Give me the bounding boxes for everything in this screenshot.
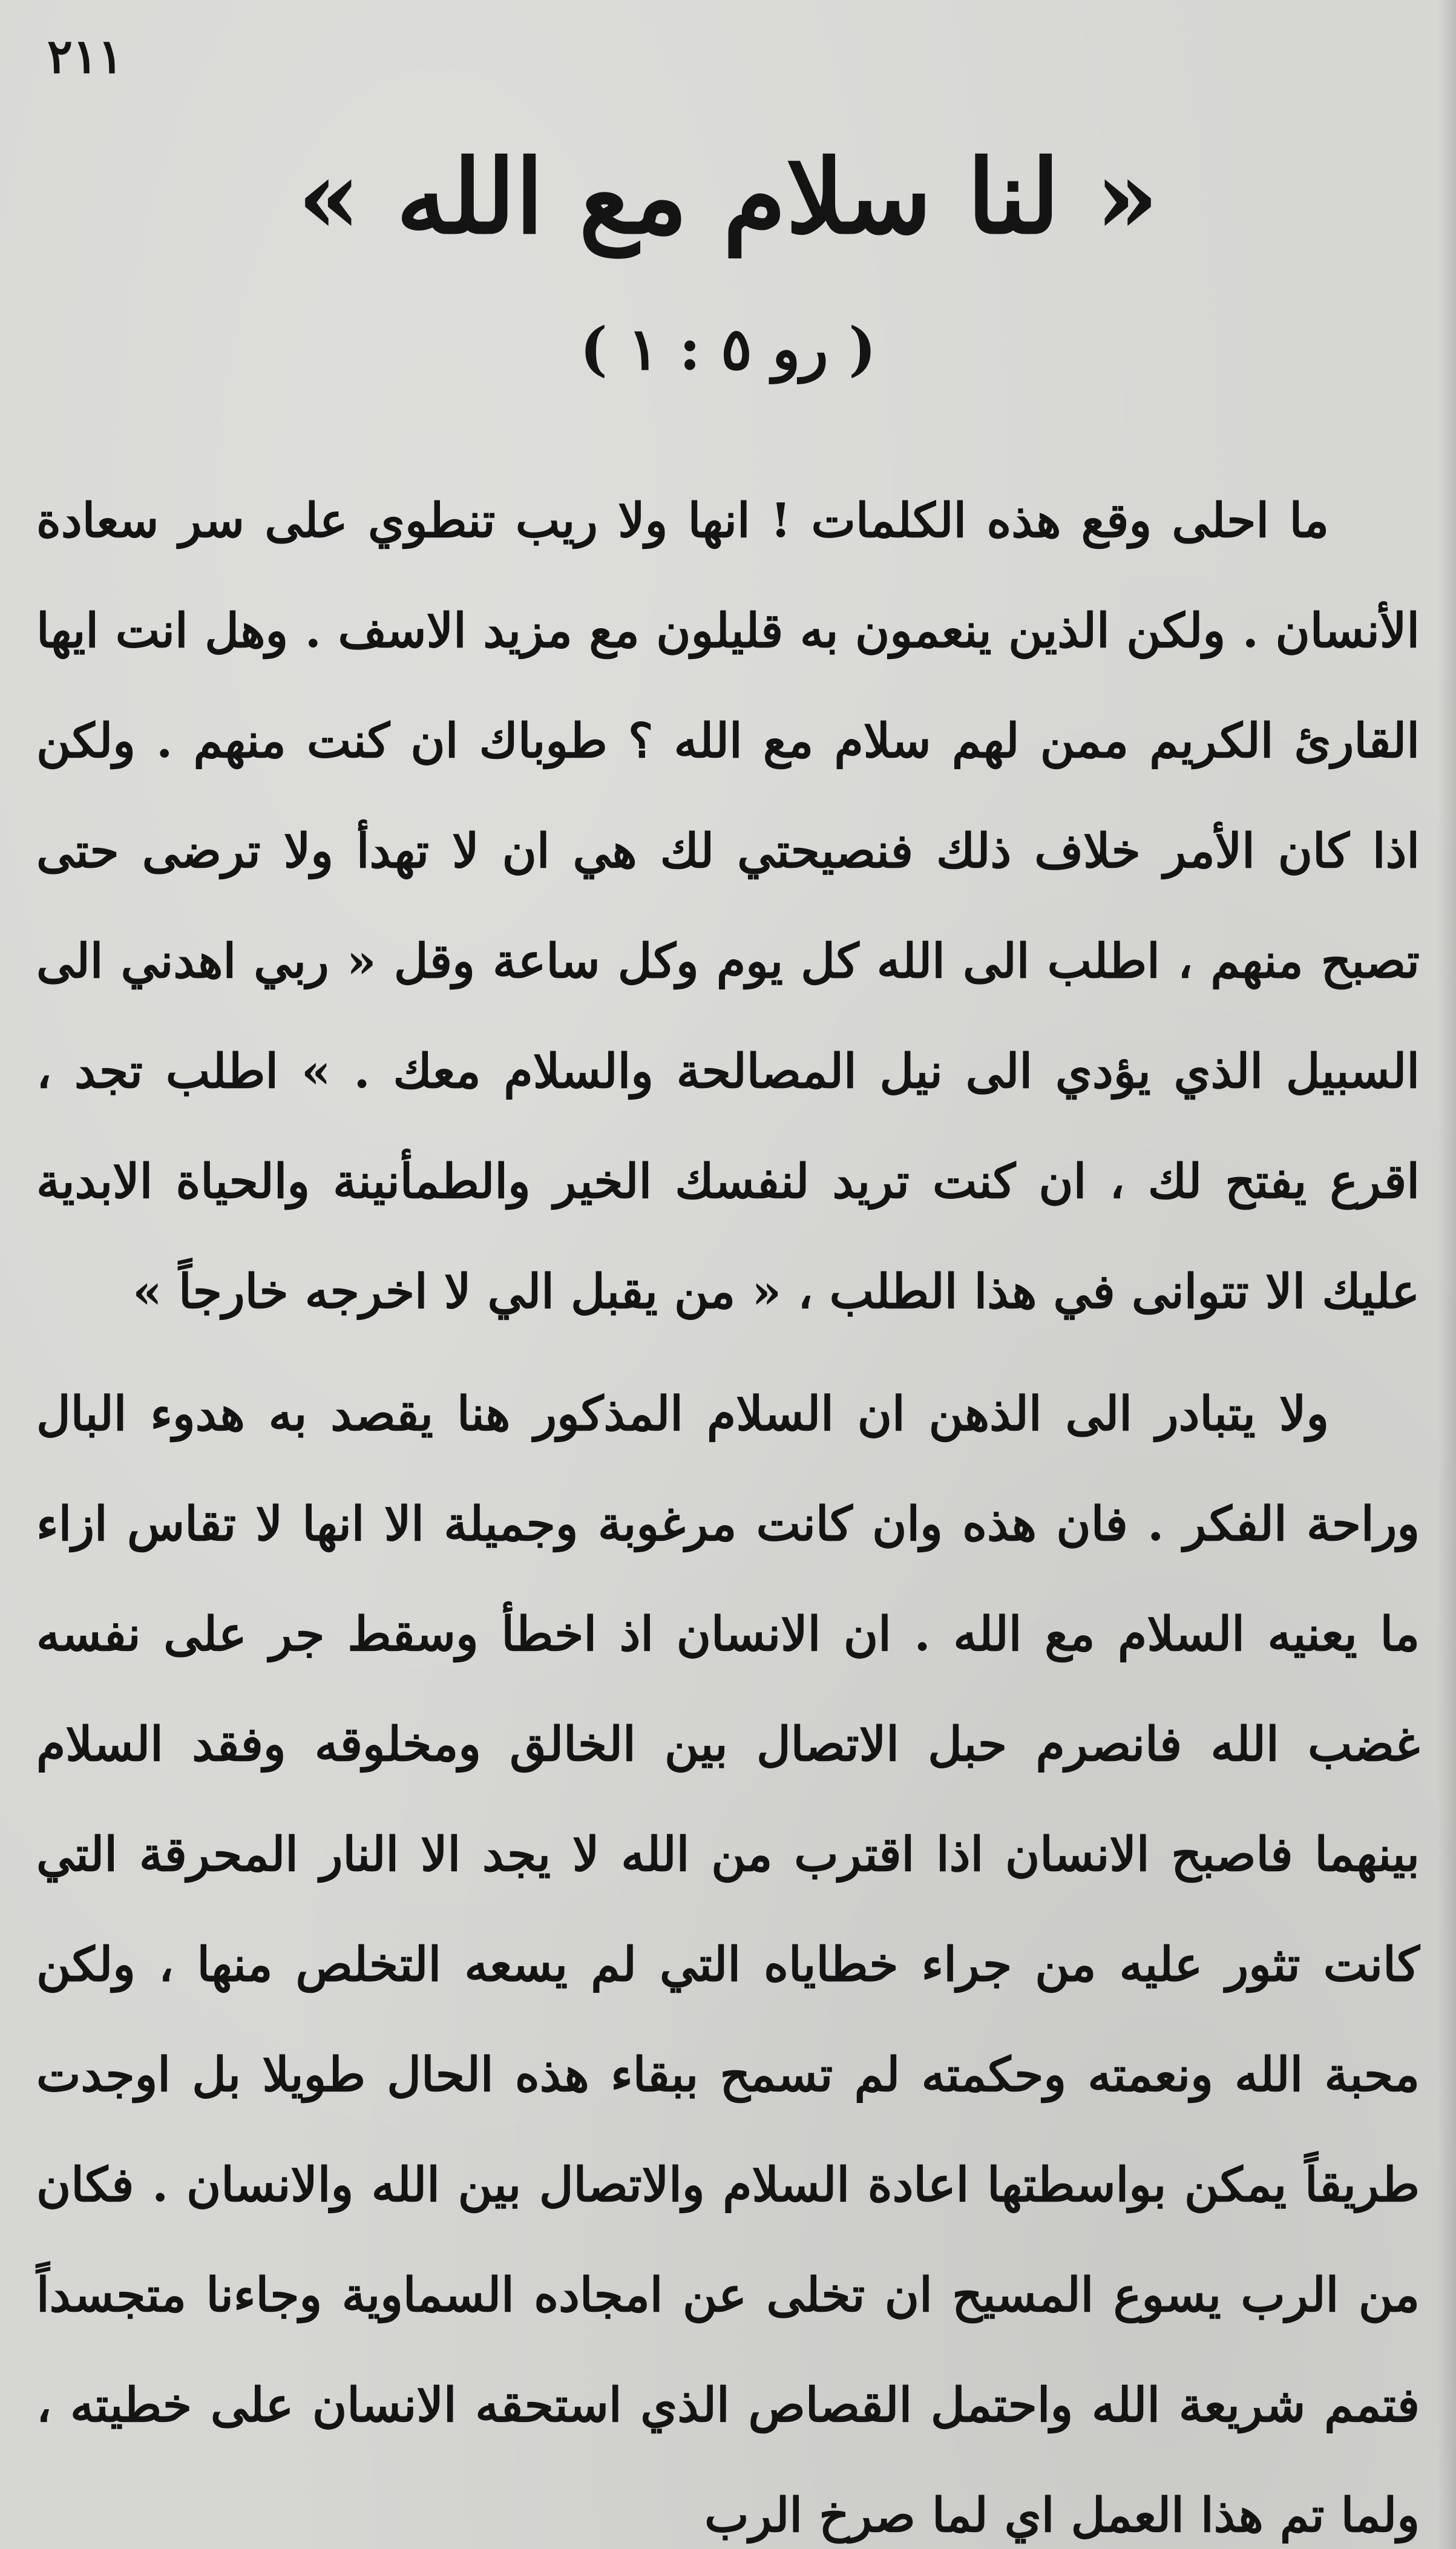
scripture-reference: ( رو ٥ : ١ ) bbox=[580, 315, 876, 383]
paragraph-1: ما احلى وقع هذه الكلمات ! انها ولا ريب تنطوي على سر سعادة الأنسان . ولكن الذين ينعمون به قليلون مع مزيد الاسف . وهل انت ايها القارئ الكريم ممن لهم سلام مع الله ؟ طوباك ان كنت منهم . ولكن اذا كان الأمر خلاف ذلك فنصيحتي لك هي ان لا تهدأ ولا ترضى حتى تصبح منهم ، اطلب الى الله كل يوم وكل ساعة وقل « ربي اهدني الى السبيل الذي يؤدي الى نيل المصالحة والسلام معك . » اطلب تجد ، اقرع يفتح لك ، ان كنت تريد لنفسك الخير والطمأنينة والحياة الابدية عليك الا تتوانى في هذا الطلب ، « من يقبل الي لا اخرجه خارجاً » bbox=[36, 493, 1420, 1319]
paragraph-2: ولا يتبادر الى الذهن ان السلام المذكور هنا يقصد به هدوء البال وراحة الفكر . فان هذه وان كانت مرغوبة وجميلة الا انها لا تقاس ازاء ما يعنيه السلام مع الله . ان الانسان اذ اخطأ وسقط جر على نفسه غضب الله فانصرم حبل الاتصال بين الخالق ومخلوقه وفقد السلام بينهما فاصبح الانسان اذا اقترب من الله لا يجد الا النار المحرقة التي كانت تثور عليه من جراء خطاياه التي لم يسعه التخلص منها ، ولكن محبة الله ونعمته وحكمته لم تسمح ببقاء هذه الحال طويلا بل اوجدت طريقاً يمكن بواسطتها اعادة السلام والاتصال بين الله والانسان . فكان من الرب يسوع المسيح ان تخلى عن امجاده السماوية وجاءنا متجسداً فتمم شريعة الله واحتمل القصاص الذي استحقه الانسان على خطيته ، ولما تم هذا العمل اي لما صرخ الرب bbox=[36, 1386, 1420, 2543]
body-text bbox=[36, 466, 1420, 2549]
page-number: ٢١١ bbox=[47, 29, 123, 84]
chapter-title: « لنا سلام مع الله » bbox=[297, 137, 1159, 257]
